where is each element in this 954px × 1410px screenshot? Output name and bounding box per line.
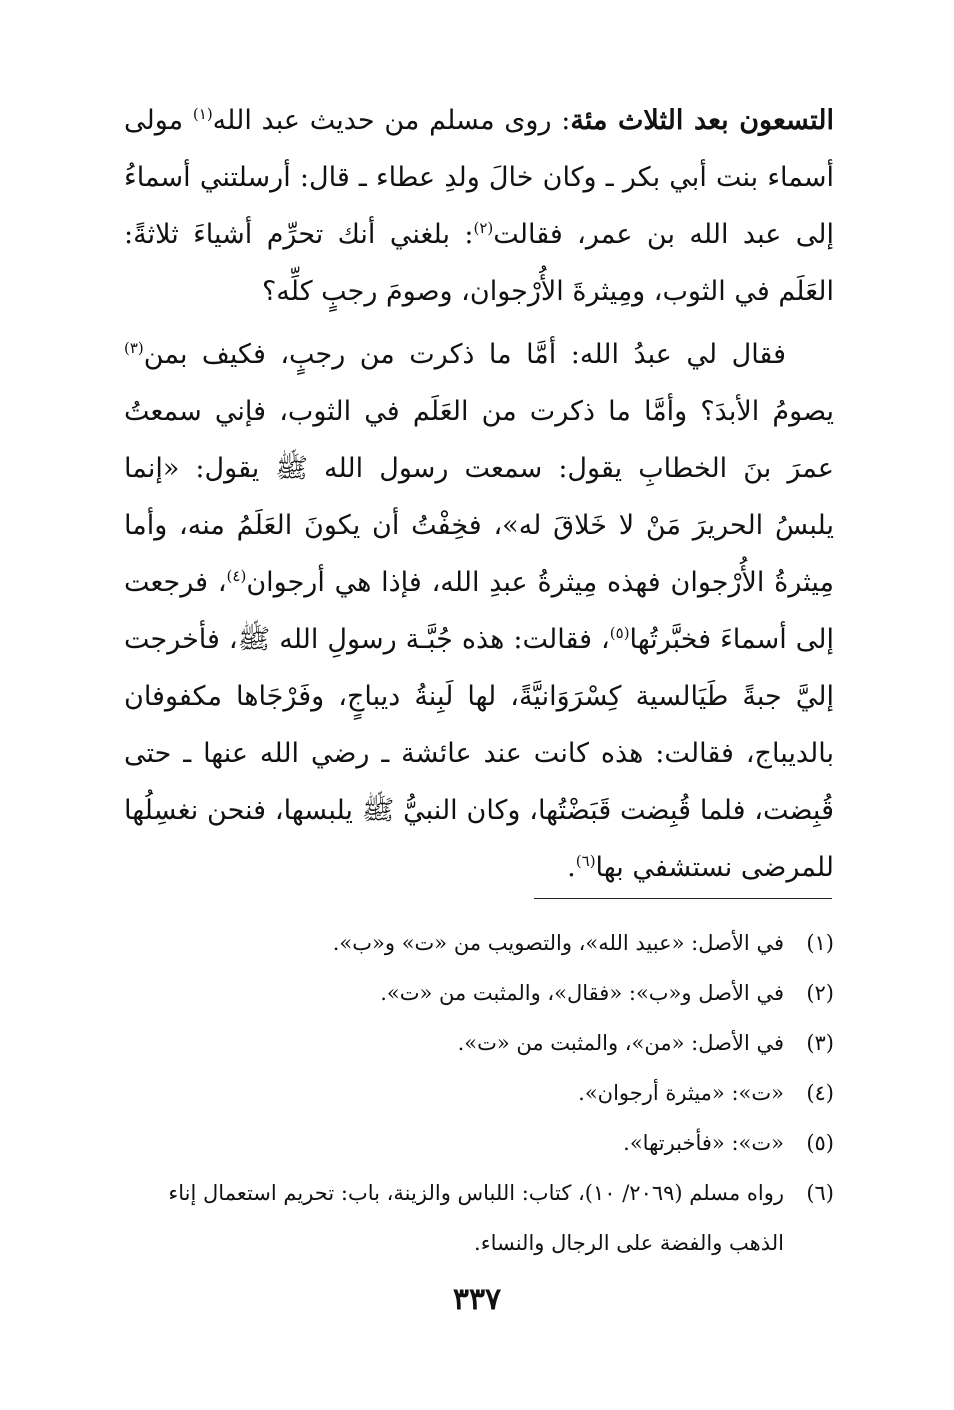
- footnote-text: «ت»: «فأخبرتها».: [623, 1131, 784, 1155]
- footnote-text: رواه مسلم (٢٠٦٩/ ١٠)، كتاب: اللباس والزينة، باب: تحريم استعمال إناء الذهب والفضة على الرجال والنساء.: [168, 1181, 784, 1255]
- footnote-ref-1: (١): [192, 105, 213, 123]
- footnote-number: (١): [806, 931, 834, 955]
- paragraph-1-part-1: : روى مسلم من حديث عبد الله: [212, 105, 571, 136]
- footnote-ref-2: (٢): [473, 219, 494, 237]
- footnote-3: [124, 1018, 834, 1068]
- paragraph-1-part-3: : بلغني أنك تحرِّم أشياءَ ثلاثةً: العَلَم في الثوب، ومِيثرةَ الأُرْجوان، وصومَ رجبٍ كلِّه؟: [124, 219, 834, 307]
- paragraph-2-part-4: ، فقالت: هذه جُبَّـة رسولِ الله ﷺ، فأخرجت إليَّ جبةً طَيَالسية كِسْرَوَانيَّةً، لها لَبِنةُ ديباجٍ، وفَرْجَاها مكفوفان بالديباج، فقالت: هذه كانت عند عائشة ـ رضي الله عنها ـ حتى قُبِضت، فلما قُبِضت قَبَضْتُها، وكان النبيُّ ﷺ يلبسها، فنحن نغسِلُها للمرضى نستشفي بها: [124, 624, 834, 883]
- footnote-ref-3: (٣): [124, 339, 144, 357]
- footnote-number: (٦): [806, 1181, 834, 1205]
- paragraph-2-part-3: ، فرجعت إلى أسماءَ فخبَّرتُها: [124, 567, 835, 655]
- footnote-1: [124, 918, 834, 968]
- footnote-ref-4: (٤): [226, 567, 247, 585]
- footnote-5: [124, 1118, 834, 1168]
- footnote-divider: [534, 898, 832, 899]
- footnote-ref-6: (٦): [575, 852, 596, 870]
- footnote-number: (٥): [806, 1131, 834, 1155]
- paragraph-2-part-1: فقال لي عبدُ الله: أمَّا ما ذكرت من رجبٍ، فكيف بمن: [143, 339, 786, 370]
- footnote-number: (٢): [806, 981, 834, 1005]
- paragraph-1-part-2: مولى أسماء بنت أبي بكر ـ وكان خالَ ولدِ عطاء ـ قال: أرسلتني أسماءُ إلى عبد الله بن عمر، فقالت: [124, 105, 834, 250]
- main-text: [124, 92, 834, 896]
- paragraph-2: [124, 326, 834, 896]
- footnote-text: «ت»: «ميثرة أرجوان».: [578, 1081, 784, 1105]
- footnote-6: [124, 1168, 834, 1268]
- paragraph-2-end: .: [567, 852, 576, 883]
- footnote-text: في الأصل و«ب»: «فقال»، والمثبت من «ت».: [380, 981, 784, 1005]
- paragraph-2-part-2: يصومُ الأبدَ؟ وأمَّا ما ذكرت من العَلَم في الثوب، فإني سمعتُ عمرَ بنَ الخطابِ يقول: سمعت رسول الله ﷺ يقول: «إنما يلبسُ الحريرَ مَنْ لا خَلاقَ له»، فخِفْتُ أن يكونَ العَلَمُ منه، وأما مِيثرةُ الأُرْجوان فهذه مِيثرةُ عبدِ الله، فإذا هي أرجوان: [124, 396, 834, 598]
- entry-heading: التسعون بعد الثلاث مئة: [570, 105, 834, 136]
- footnote-2: [124, 968, 834, 1018]
- footnotes: [124, 918, 834, 1268]
- footnote-text: في الأصل: «من»، والمثبت من «ت».: [457, 1031, 784, 1055]
- footnote-ref-5: (٥): [609, 624, 630, 642]
- footnote-number: (٣): [806, 1031, 834, 1055]
- footnote-number: (٤): [806, 1081, 834, 1105]
- footnote-text: في الأصل: «عبيد الله»، والتصويب من «ت» و«ب».: [332, 931, 784, 955]
- page-number: ٣٣٧: [452, 1282, 502, 1317]
- footnote-4: [124, 1068, 834, 1118]
- paragraph-1: [124, 92, 834, 320]
